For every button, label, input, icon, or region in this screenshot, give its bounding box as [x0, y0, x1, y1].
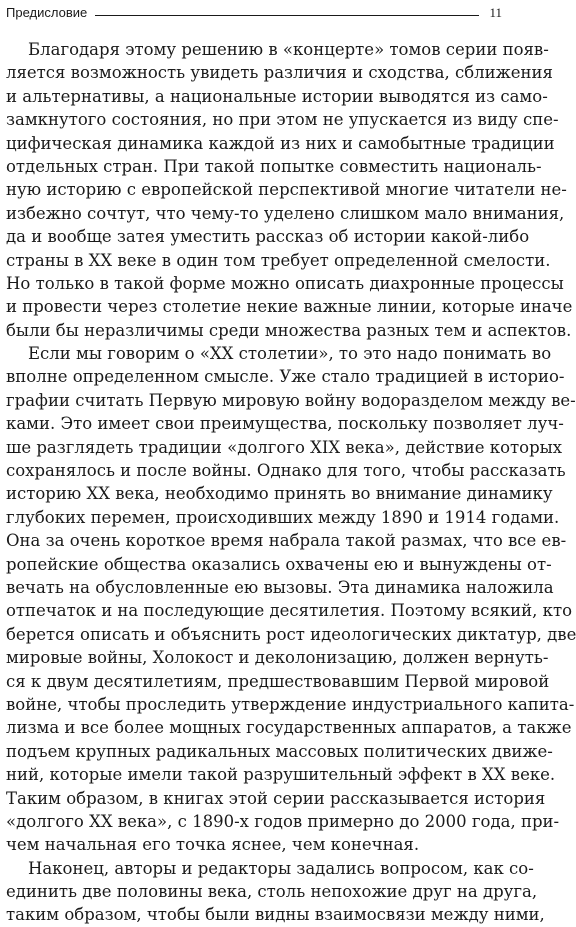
text-line: отпечаток и на последующие десятилетия. Поэтому всякий, кто	[6, 601, 573, 621]
text-line: ся к двум десятилетиям, предшествовавшим Первой мировой	[6, 671, 550, 691]
text-line: вполне определенном смысле. Уже стало традицией в историо-	[6, 367, 565, 387]
text-line: чем начальная его точка яснее, чем конечная.	[6, 835, 420, 855]
text-line: ропейские общества оказались охвачены ею и вынуждены от-	[6, 554, 552, 574]
text-line: войне, чтобы проследить утверждение индустриального капита-	[6, 694, 575, 714]
text-line: Таким образом, в книгах этой серии рассказывается история	[6, 788, 546, 808]
text-line: графии считать Первую мировую войну водоразделом между ве-	[6, 390, 576, 410]
text-line: да и вообще затея уместить рассказ об истории какой-либо	[6, 227, 530, 247]
text-line: берется описать и объяснить рост идеологических диктатур, две	[6, 624, 576, 644]
text-line: сохранялось и после войны. Однако для того, чтобы рассказать	[6, 461, 566, 481]
text-line: Но только в такой форме можно описать диахронные процессы	[6, 273, 564, 293]
paragraph	[6, 857, 545, 927]
text-line: ляется возможность увидеть различия и сходства, сближения	[6, 63, 553, 83]
text-line: «долгого XX века», с 1890-х годов примерно до 2000 года, при-	[6, 811, 560, 831]
text-line: Она за очень короткое время набрала такой размах, что все ев-	[6, 531, 567, 551]
text-line: ками. Это имеет свои преимущества, поскольку позволяет луч-	[6, 414, 564, 434]
text-line: подъем крупных радикальных массовых политических движе-	[6, 741, 553, 761]
page-number: 11	[489, 5, 502, 20]
text-line: были бы неразличимы среди множества разных тем и аспектов.	[6, 320, 572, 340]
text-line: страны в XX веке в один том требует определенной смелости.	[6, 250, 551, 270]
section-title: Предисловие	[6, 5, 88, 20]
text-line: Если мы говорим о «XX столетии», то это надо понимать во	[28, 344, 552, 364]
text-line: ную историю с европейской перспективой многие читатели не-	[6, 180, 567, 200]
text-line: отдельных стран. При такой попытке совместить националь-	[6, 156, 542, 176]
text-line: глубоких перемен, происходивших между 1890 и 1914 годами.	[6, 507, 560, 527]
running-header	[6, 3, 502, 21]
text-line: цифическая динамика каждой из них и самобытные традиции	[6, 133, 555, 153]
text-line: единить две половины века, столь непохожие друг на друга,	[6, 882, 538, 902]
text-line: вечать на обусловленные ею вызовы. Эта динамика наложила	[6, 577, 554, 597]
header-rule	[95, 15, 479, 16]
text-line: таким образом, чтобы были видны взаимосвязи между ними,	[6, 905, 545, 925]
paragraph	[6, 38, 573, 342]
text-line: ний, которые имели такой разрушительный эффект в XX веке.	[6, 765, 556, 785]
text-line: ше разглядеть традиции «долгого XIX века», действие которых	[6, 437, 563, 457]
text-line: Благодаря этому решению в «концерте» томов серии появ-	[28, 40, 549, 59]
text-line: мировые войны, Холокост и деколонизацию, должен вернуть-	[6, 648, 549, 668]
text-line: избежно сочтут, что чему-то уделено слишком мало внимания,	[6, 203, 565, 223]
text-line: лизма и все более мощных государственных аппаратов, а также	[6, 718, 572, 738]
text-line: Наконец, авторы и редакторы задались вопросом, как со-	[28, 858, 534, 878]
body-text	[6, 38, 576, 927]
paragraph	[6, 342, 576, 857]
text-line: замкнутого состояния, но при этом не упускается из виду спе-	[6, 110, 559, 130]
text-line: историю XX века, необходимо принять во внимание динамику	[6, 484, 553, 504]
text-line: и провести через столетие некие важные линии, которые иначе	[6, 297, 573, 317]
text-line: и альтернативы, а национальные истории выводятся из само-	[6, 86, 548, 106]
